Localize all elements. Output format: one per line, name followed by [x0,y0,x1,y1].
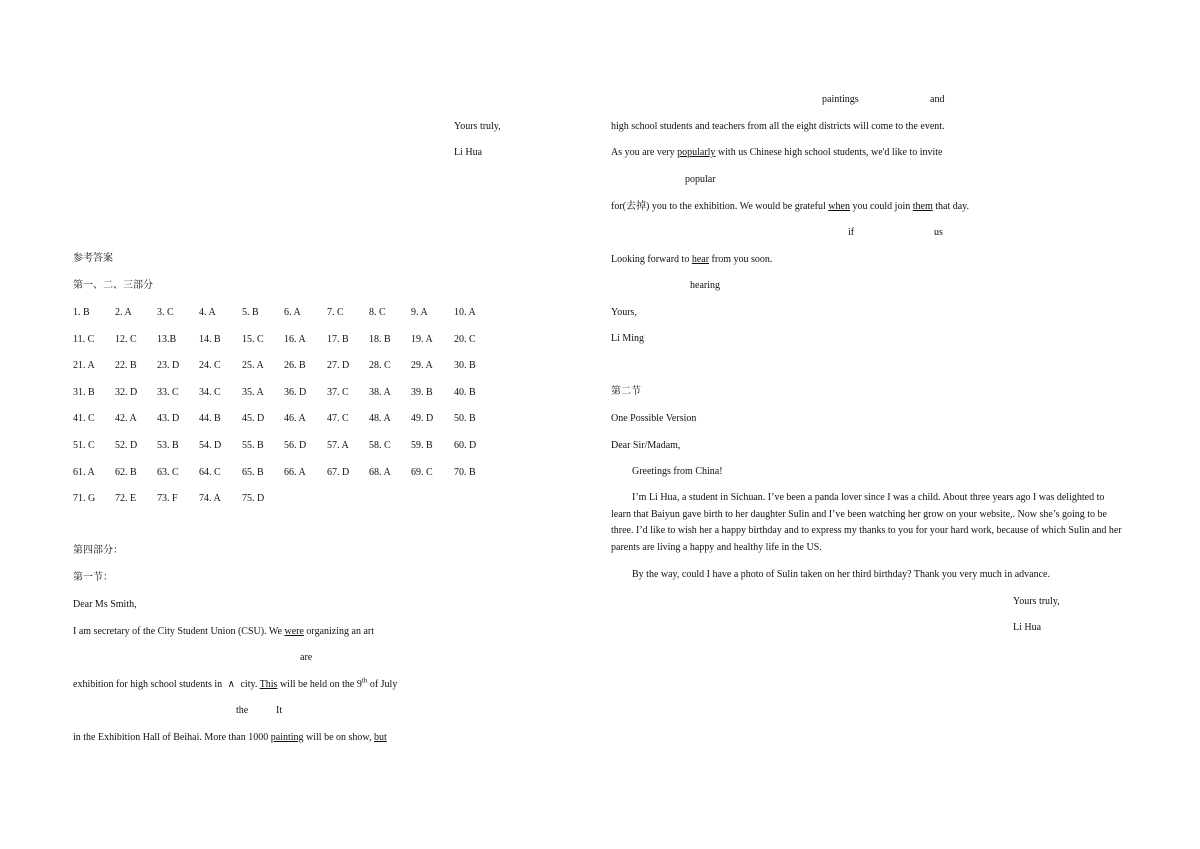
section1-title: 第一节： [73,572,113,583]
answer-item: 32. D [115,387,138,398]
error-word: were [284,626,304,637]
answer-item: 64. C [199,467,221,478]
answer-item: 23. D [157,360,180,371]
answer-item: 16. A [284,334,306,345]
answer-item: 75. D [242,493,265,504]
one-possible-version: One Possible Version [611,413,697,424]
answer-item: 43. D [157,413,180,424]
letter-line-1: I am secretary of the City Student Union (CSU). We were organizing an art [73,626,374,637]
answer-item: 74. A [199,493,221,504]
essay-paragraph-1: I’m Li Hua, a student in Sichuan. I’ve been a panda lover since I was a child. About three years ago I was delighted to learn that Baiyun gave birth to her daughter Sulin and I’ve been watching her grow on your website,. Now she’s going to be three. I’d like to wish her a happy birthday and to express my thanks to you for your hard work, because of which Sulin and her parents are living a happy and healthy life in the US. [611,492,1122,554]
part4-title: 第四部分： [73,545,123,556]
answer-item: 51. C [73,440,95,451]
insert-caret: ∧ [227,679,235,690]
signature-li-ming: Li Ming [611,333,645,344]
answer-item: 33. C [157,387,179,398]
answer-item: 26. B [284,360,306,371]
answer-item: 69. C [411,467,433,478]
answer-item: 48. A [369,413,391,424]
letter-closing-yours-truly: Yours truly, [1013,596,1060,607]
letter-line-7: Looking forward to hear from you soon. [611,254,773,265]
answer-item: 7. C [327,307,344,318]
correction-if: if [848,227,855,238]
answer-item: 56. D [284,440,307,451]
answer-item: 54. D [199,440,222,451]
answer-item: 68. A [369,467,391,478]
answer-item: 20. C [454,334,476,345]
answer-item: 67. D [327,467,350,478]
answer-item: 60. D [454,440,477,451]
letter-line-4: high school students and teachers from all the eight districts will come to the event. [611,121,945,132]
answer-item: 14. B [199,334,221,345]
answer-item: 17. B [327,334,349,345]
answer-item: 45. D [242,413,265,424]
answer-item: 2. A [115,307,132,318]
correction-hearing: hearing [690,280,720,291]
answer-item: 13.B [157,334,177,345]
answer-item: 73. F [157,493,178,504]
greetings-line: Greetings from China! [632,466,723,477]
answer-item: 21. A [73,360,95,371]
answer-item: 12. C [115,334,137,345]
error-word: painting [270,732,304,743]
answer-item: 3. C [157,307,174,318]
answer-item: 5. B [242,307,259,318]
answer-item: 15. C [242,334,264,345]
answer-key-title: 参考答案 [73,253,113,264]
answer-item: 30. B [454,360,476,371]
correction-popular: popular [685,174,716,185]
answer-item: 4. A [199,307,216,318]
essay-paragraph-2: By the way, could I have a photo of Sulin taken on her third birthday? Thank you very much in advance. [632,569,1050,580]
letter-line-5: As you are very popularly with us Chinese high school students, we'd like to invite [611,147,943,158]
answer-item: 24. C [199,360,221,371]
error-word: when [828,201,850,212]
answer-item: 38. A [369,387,391,398]
error-word: them [912,201,933,212]
answer-item: 58. C [369,440,391,451]
answer-item: 10. A [454,307,476,318]
answer-item: 29. A [411,360,433,371]
answer-item: 1. B [73,307,90,318]
answer-item: 46. A [284,413,306,424]
answer-item: 18. B [369,334,391,345]
correction-us: us [934,227,943,238]
answer-item: 47. C [327,413,349,424]
answer-item: 52. D [115,440,138,451]
section-title-parts-1-3: 第一、二、三部分 [73,280,153,291]
answer-item: 53. B [157,440,179,451]
answer-item: 11. C [73,334,95,345]
answer-item: 19. A [411,334,433,345]
answer-item: 8. C [369,307,386,318]
answer-item: 34. C [199,387,221,398]
letter-line-2: exhibition for high school students in ∧ city. This will be held on the 9th of July [73,676,398,690]
answer-item: 59. B [411,440,433,451]
answer-item: 40. B [454,387,476,398]
correction-are: are [300,652,313,663]
answer-item: 6. A [284,307,301,318]
answer-item: 50. B [454,413,476,424]
answer-item: 27. D [327,360,350,371]
answer-item: 49. D [411,413,434,424]
correction-the: the [236,705,249,716]
error-word: popularly [677,147,716,158]
closing-yours-truly: Yours truly, [454,121,501,132]
answer-item: 65. B [242,467,264,478]
section2-title: 第二节 [611,386,641,397]
answer-item: 57. A [327,440,349,451]
answer-item: 42. A [115,413,137,424]
letter-line-3: in the Exhibition Hall of Beihai. More than 1000 painting will be on show, but [73,732,387,743]
answer-item: 39. B [411,387,433,398]
letter-closing-yours: Yours, [611,307,637,318]
answer-item: 72. E [115,493,137,504]
error-word: but [374,732,387,743]
answer-item: 36. D [284,387,307,398]
correction-it: It [276,705,283,716]
answer-item: 22. B [115,360,137,371]
signature-li-hua: Li Hua [454,147,483,158]
answer-item: 61. A [73,467,95,478]
answer-item: 71. G [73,493,96,504]
error-word: hear [691,254,710,265]
answer-item: 41. C [73,413,95,424]
answer-item: 37. C [327,387,349,398]
correction-paintings: paintings [822,94,859,105]
answer-item: 62. B [115,467,137,478]
letter-greeting: Dear Ms Smith, [73,599,137,610]
answer-item: 70. B [454,467,476,478]
correction-and: and [930,94,945,105]
answer-item: 35. A [242,387,264,398]
answer-item: 63. C [157,467,179,478]
answer-item: 66. A [284,467,306,478]
answer-item: 44. B [199,413,221,424]
letter-line-6: for(去掉) you to the exhibition. We would be grateful when you could join them that day. [611,201,970,212]
answer-item: 28. C [369,360,391,371]
answer-item: 55. B [242,440,264,451]
answer-item: 25. A [242,360,264,371]
letter-signature-li-hua: Li Hua [1013,622,1042,633]
salutation: Dear Sir/Madam, [611,440,681,451]
answer-item: 31. B [73,387,95,398]
error-word: This [259,679,278,690]
answer-item: 9. A [411,307,428,318]
